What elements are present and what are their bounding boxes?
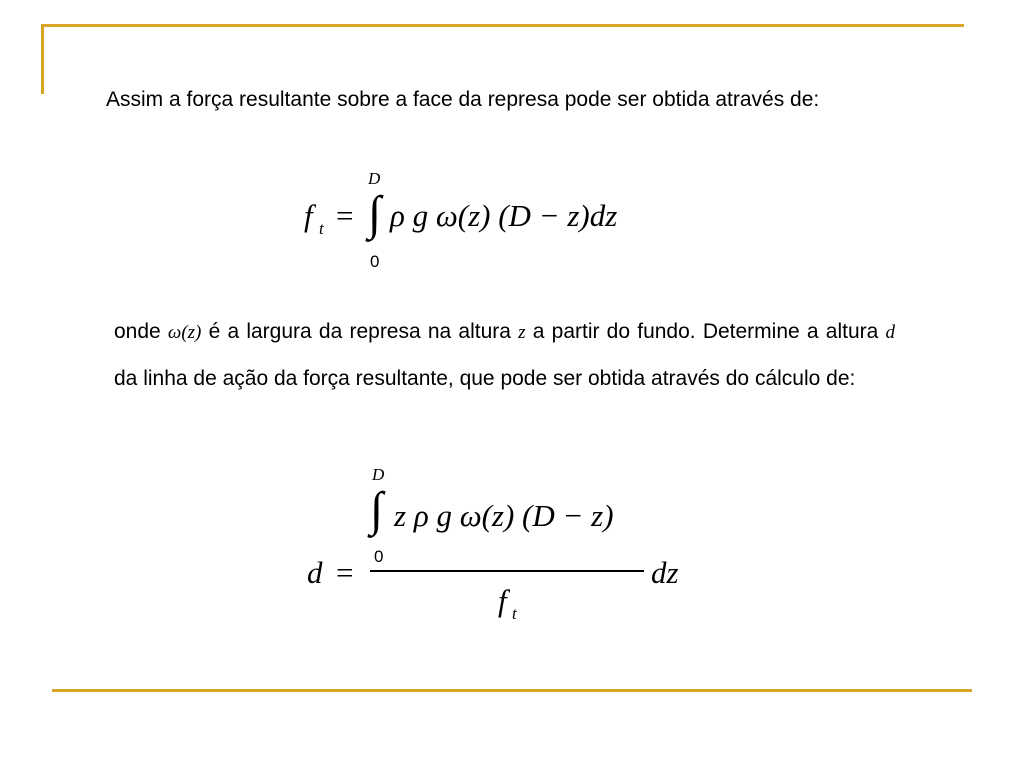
eq2-denominator-subscript: t <box>512 604 517 623</box>
omega-z-symbol: ω(z) <box>167 322 202 343</box>
eq2-fraction-bar <box>370 570 644 572</box>
d-symbol: d <box>885 322 895 343</box>
eq1-integral-sign: ∫ <box>368 187 382 240</box>
eq1-lhs-subscript: t <box>319 219 324 238</box>
eq2-lower-limit: 0 <box>374 547 384 566</box>
z-symbol: z <box>518 322 526 343</box>
eq2-upper-limit: D <box>372 465 385 484</box>
definition-text-part-1: onde <box>114 320 168 343</box>
eq2-denominator-symbol: f <box>498 583 507 618</box>
intro-text: Assim a força resultante sobre a face da represa pode ser obtida através de: <box>106 88 820 111</box>
eq1-lower-limit: 0 <box>370 252 380 271</box>
eq1-integrand: ρ g ω(z) (D − z)dz <box>390 198 618 233</box>
top-left-vertical-rule <box>41 24 44 94</box>
eq1-equals: = <box>336 198 354 233</box>
eq1-upper-limit: D <box>368 169 381 188</box>
top-horizontal-rule <box>41 24 964 27</box>
eq1-lhs-symbol: f <box>304 198 313 233</box>
definition-text-part-3: a partir do fundo. Determine a altura <box>525 320 886 343</box>
definition-text-part-4: da linha de ação da força resultante, que pode ser obtida através do cálculo de: <box>114 367 856 390</box>
eq2-numerator: z ρ g ω(z) (D − z) <box>394 498 614 533</box>
intro-paragraph <box>106 77 912 123</box>
eq2-integral-sign: ∫ <box>370 483 384 536</box>
eq2-equals: = <box>336 555 354 590</box>
definition-paragraph <box>114 309 895 402</box>
eq2-differential: dz <box>651 555 679 590</box>
definition-text-part-2: é a largura da represa na altura <box>201 320 519 343</box>
bottom-horizontal-rule <box>52 689 972 692</box>
eq2-lhs-symbol: d <box>307 555 323 590</box>
